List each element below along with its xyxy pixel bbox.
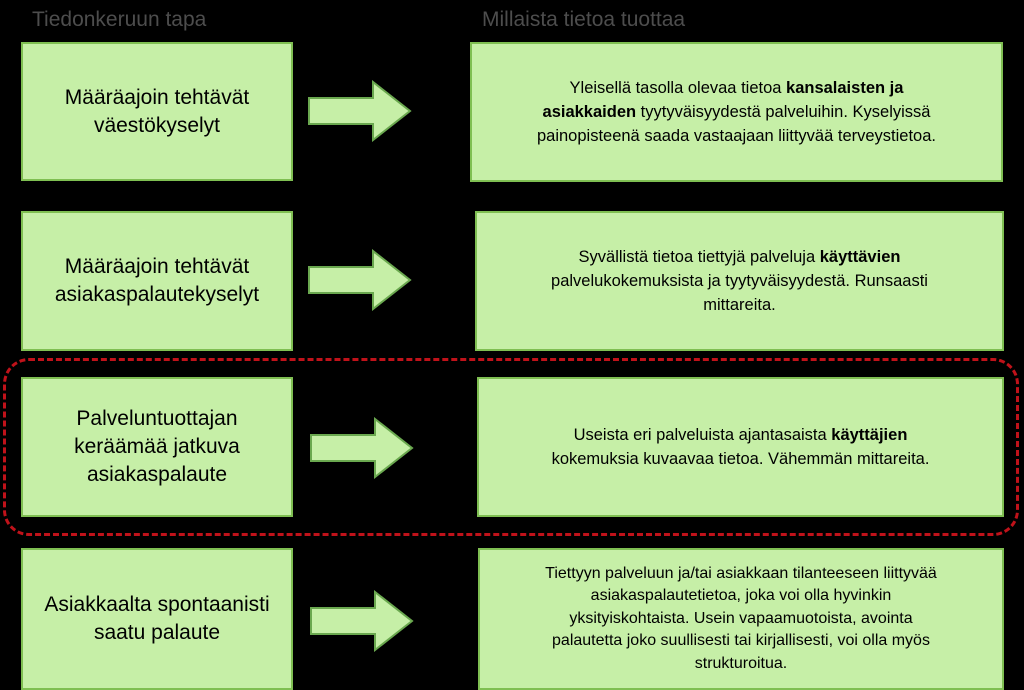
right-arrow-icon — [309, 417, 415, 479]
method-box-spontaneous-feedback — [21, 548, 293, 690]
description-text: Syvällistä tietoa tiettyjä palveluja käyttävien palvelukokemuksista ja tyytyväisyydestä. Runsaasti mittareita. — [551, 248, 928, 314]
description-text: Yleisellä tasolla olevaa tietoa kansalaisten ja asiakkaiden tyytyväisyydestä palveluihin. Kyselyissä painopisteenä saada vastaajaan liittyvää terveystietoa. — [536, 79, 936, 145]
header-collection-method: Tiedonkeruun tapa — [32, 8, 207, 31]
header-information-produced: Millaista tietoa tuottaa — [482, 8, 686, 31]
right-arrow-icon — [307, 249, 413, 311]
method-label: Määräajoin tehtävät väestökyselyt — [64, 85, 250, 137]
description-text: Tiettyyn palveluun ja/tai asiakkaan tilanteeseen liittyvää asiakaspalautetietoa, joka voi olla hyvinkin yksityiskohtaista. Usein vapaamuotoista, avointa palautetta joko suullisesti tai kirjallisesti, voi olla myös strukturoitua. — [545, 564, 937, 672]
right-arrow-icon — [309, 590, 415, 652]
description-box-continuous-feedback — [477, 377, 1004, 517]
right-arrow-icon — [307, 80, 413, 142]
method-label: Määräajoin tehtävät asiakaspalautekyselyt — [54, 255, 260, 306]
method-label: Palveluntuottajan keräämää jatkuva asiakaspalaute — [74, 407, 240, 486]
method-box-population-survey — [21, 42, 293, 181]
description-text: Useista eri palveluista ajantasaista käyttäjien kokemuksia kuvaavaa tietoa. Vähemmän mittareita. — [551, 426, 930, 468]
description-box-customer-feedback-survey — [475, 211, 1004, 351]
method-label: Asiakkaalta spontaanisti saatu palaute — [44, 593, 270, 644]
method-box-customer-feedback-survey — [21, 211, 293, 351]
description-box-spontaneous-feedback — [478, 548, 1004, 690]
method-box-continuous-feedback — [21, 377, 293, 517]
description-box-population-survey — [470, 42, 1003, 182]
